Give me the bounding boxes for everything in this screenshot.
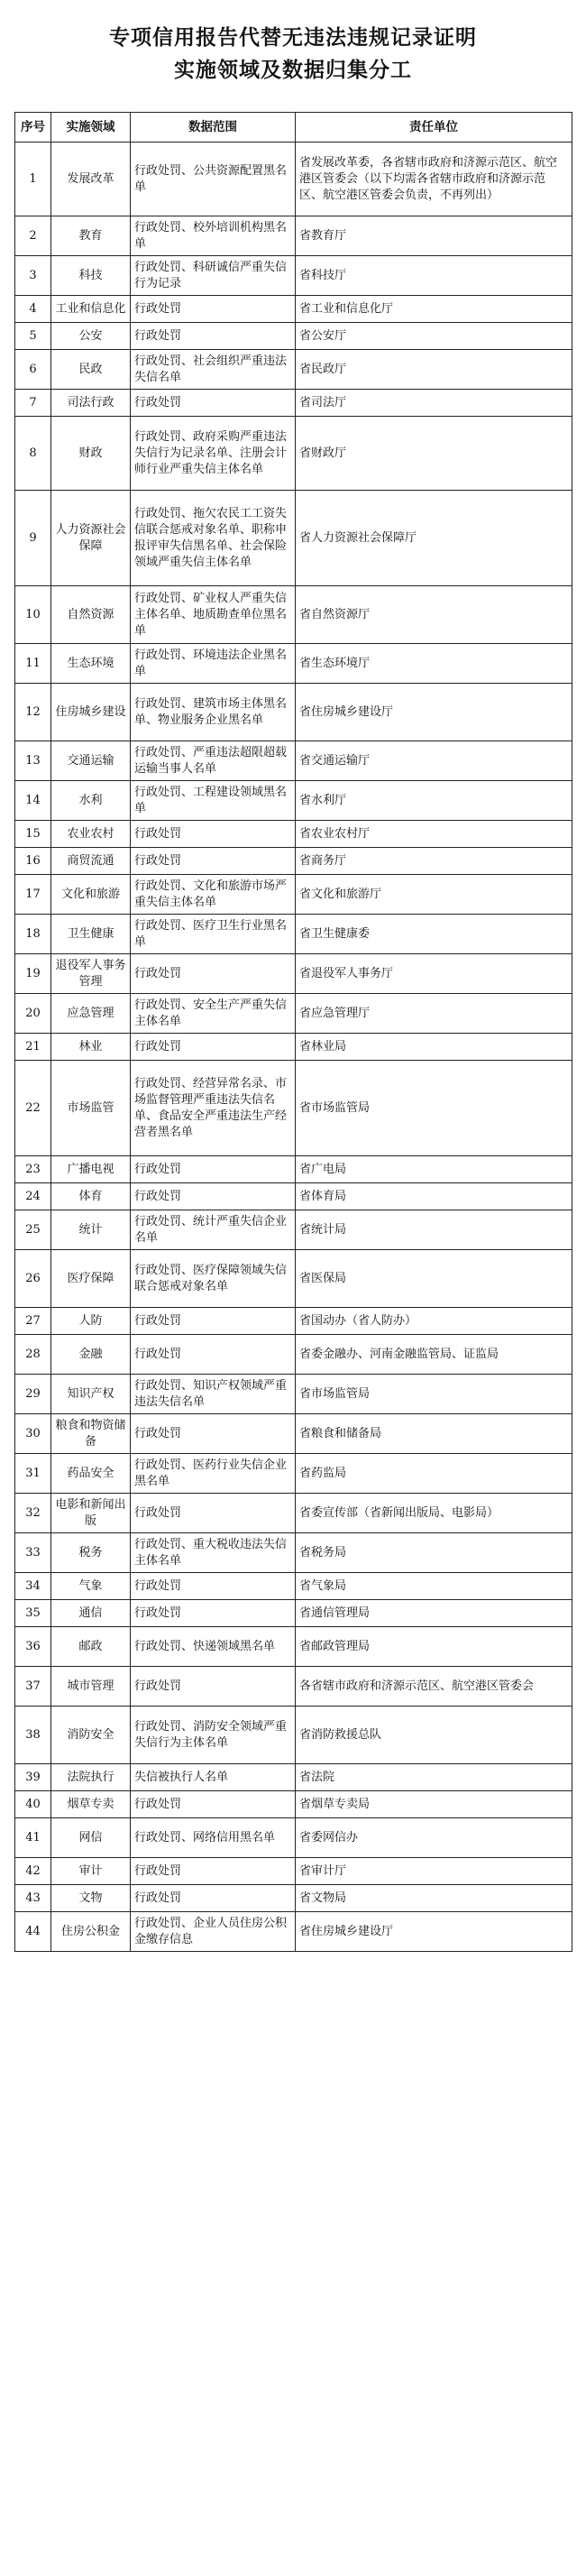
row-number: 12 — [15, 684, 51, 741]
row-field: 消防安全 — [51, 1707, 131, 1764]
row-field: 城市管理 — [51, 1667, 131, 1707]
table-row — [15, 1156, 572, 1183]
row-number: 1 — [15, 143, 51, 216]
row-scope: 失信被执行人名单 — [131, 1764, 296, 1791]
row-dept: 省卫生健康委 — [296, 915, 572, 954]
row-number: 8 — [15, 417, 51, 491]
table-row — [15, 216, 572, 256]
row-field: 司法行政 — [51, 390, 131, 417]
row-scope: 行政处罚、网络信用黑名单 — [131, 1818, 296, 1858]
table-row — [15, 390, 572, 417]
table-row — [15, 954, 572, 994]
row-number: 25 — [15, 1210, 51, 1250]
row-number: 16 — [15, 848, 51, 875]
row-dept: 省市场监管局 — [296, 1061, 572, 1156]
row-dept: 省教育厅 — [296, 216, 572, 256]
row-field: 水利 — [51, 781, 131, 821]
row-field: 住房公积金 — [51, 1912, 131, 1952]
row-dept: 省委金融办、河南金融监管局、证监局 — [296, 1335, 572, 1375]
row-field: 卫生健康 — [51, 915, 131, 954]
row-dept: 省民政厅 — [296, 350, 572, 390]
row-scope: 行政处罚 — [131, 1858, 296, 1885]
row-scope: 行政处罚 — [131, 1885, 296, 1912]
row-scope: 行政处罚、严重违法超限超载运输当事人名单 — [131, 741, 296, 781]
row-dept: 省通信管理局 — [296, 1600, 572, 1627]
row-field: 气象 — [51, 1573, 131, 1600]
row-number: 41 — [15, 1818, 51, 1858]
row-field: 公安 — [51, 323, 131, 350]
row-dept: 省统计局 — [296, 1210, 572, 1250]
table-row — [15, 1034, 572, 1061]
row-dept: 省林业局 — [296, 1034, 572, 1061]
row-field: 发展改革 — [51, 143, 131, 216]
row-dept: 省粮食和储备局 — [296, 1414, 572, 1454]
row-dept: 省国动办（省人防办） — [296, 1308, 572, 1335]
table-row — [15, 1912, 572, 1952]
row-number: 32 — [15, 1494, 51, 1533]
row-field: 退役军人事务管理 — [51, 954, 131, 994]
table-row — [15, 1573, 572, 1600]
row-field: 粮食和物资储备 — [51, 1414, 131, 1454]
row-field: 人防 — [51, 1308, 131, 1335]
row-field: 体育 — [51, 1183, 131, 1210]
row-number: 37 — [15, 1667, 51, 1707]
table-row — [15, 781, 572, 821]
row-scope: 行政处罚、经营异常名录、市场监督管理严重违法失信名单、食品安全严重违法生产经营者黑名单 — [131, 1061, 296, 1156]
row-dept: 省生态环境厅 — [296, 644, 572, 684]
row-number: 42 — [15, 1858, 51, 1885]
table-row — [15, 1533, 572, 1573]
row-dept: 省邮政管理局 — [296, 1627, 572, 1667]
row-scope: 行政处罚、重大税收违法失信主体名单 — [131, 1533, 296, 1573]
title-block — [14, 18, 572, 112]
row-field: 市场监管 — [51, 1061, 131, 1156]
row-number: 15 — [15, 821, 51, 848]
row-scope: 行政处罚 — [131, 323, 296, 350]
table-row — [15, 1375, 572, 1414]
row-number: 29 — [15, 1375, 51, 1414]
row-scope: 行政处罚、校外培训机构黑名单 — [131, 216, 296, 256]
row-dept: 省商务厅 — [296, 848, 572, 875]
row-dept: 省法院 — [296, 1764, 572, 1791]
row-scope: 行政处罚 — [131, 1600, 296, 1627]
row-scope: 行政处罚 — [131, 1494, 296, 1533]
row-dept: 省公安厅 — [296, 323, 572, 350]
row-number: 44 — [15, 1912, 51, 1952]
table-header-row — [15, 113, 572, 143]
row-number: 7 — [15, 390, 51, 417]
table-row — [15, 1791, 572, 1818]
row-field: 文物 — [51, 1885, 131, 1912]
table-row — [15, 915, 572, 954]
row-scope: 行政处罚 — [131, 1791, 296, 1818]
header-scope: 数据范围 — [131, 113, 296, 143]
document-title-line-2: 实施领域及数据归集分工 — [174, 58, 412, 82]
table-row — [15, 1414, 572, 1454]
row-dept: 省税务局 — [296, 1533, 572, 1573]
row-field: 邮政 — [51, 1627, 131, 1667]
row-field: 通信 — [51, 1600, 131, 1627]
row-scope: 行政处罚、政府采购严重违法失信行为记录名单、注册会计师行业严重失信主体名单 — [131, 417, 296, 491]
row-number: 17 — [15, 875, 51, 915]
row-scope: 行政处罚 — [131, 1308, 296, 1335]
table-row — [15, 350, 572, 390]
row-dept: 省广电局 — [296, 1156, 572, 1183]
row-scope: 行政处罚、建筑市场主体黑名单、物业服务企业黑名单 — [131, 684, 296, 741]
table-row — [15, 821, 572, 848]
row-field: 医疗保障 — [51, 1250, 131, 1308]
row-dept: 省气象局 — [296, 1573, 572, 1600]
table-row — [15, 684, 572, 741]
table-row — [15, 1764, 572, 1791]
table-row — [15, 1707, 572, 1764]
table-row — [15, 323, 572, 350]
row-field: 生态环境 — [51, 644, 131, 684]
row-number: 20 — [15, 994, 51, 1034]
row-number: 28 — [15, 1335, 51, 1375]
table-row — [15, 1183, 572, 1210]
document-title-line-1: 专项信用报告代替无违法违规记录证明 — [109, 25, 477, 50]
row-scope: 行政处罚、医疗卫生行业黑名单 — [131, 915, 296, 954]
row-dept: 省委网信办 — [296, 1818, 572, 1858]
row-scope: 行政处罚 — [131, 1573, 296, 1600]
row-scope: 行政处罚 — [131, 1034, 296, 1061]
row-dept: 省烟草专卖局 — [296, 1791, 572, 1818]
row-dept: 省应急管理厅 — [296, 994, 572, 1034]
row-dept: 省自然资源厅 — [296, 586, 572, 644]
table-row — [15, 491, 572, 586]
row-number: 30 — [15, 1414, 51, 1454]
row-scope: 行政处罚、文化和旅游市场严重失信主体名单 — [131, 875, 296, 915]
header-dept: 责任单位 — [296, 113, 572, 143]
row-field: 金融 — [51, 1335, 131, 1375]
row-number: 31 — [15, 1454, 51, 1494]
table-row — [15, 994, 572, 1034]
table-row — [15, 1667, 572, 1707]
row-dept: 省住房城乡建设厅 — [296, 1912, 572, 1952]
row-field: 商贸流通 — [51, 848, 131, 875]
row-scope: 行政处罚 — [131, 390, 296, 417]
header-field: 实施领域 — [51, 113, 131, 143]
row-number: 5 — [15, 323, 51, 350]
table-row — [15, 256, 572, 296]
row-number: 35 — [15, 1600, 51, 1627]
table-row — [15, 1210, 572, 1250]
row-number: 13 — [15, 741, 51, 781]
row-scope: 行政处罚、消防安全领域严重失信行为主体名单 — [131, 1707, 296, 1764]
row-scope: 行政处罚、医疗保障领域失信联合惩戒对象名单 — [131, 1250, 296, 1308]
row-field: 自然资源 — [51, 586, 131, 644]
row-scope: 行政处罚 — [131, 1414, 296, 1454]
row-number: 4 — [15, 296, 51, 323]
table-row — [15, 1818, 572, 1858]
header-no: 序号 — [15, 113, 51, 143]
table-row — [15, 1858, 572, 1885]
row-dept: 各省辖市政府和济源示范区、航空港区管委会 — [296, 1667, 572, 1707]
row-scope: 行政处罚、拖欠农民工工资失信联合惩戒对象名单、职称申报评审失信黑名单、社会保险领域严重失信主体名单 — [131, 491, 296, 586]
table-row — [15, 1627, 572, 1667]
row-dept: 省退役军人事务厅 — [296, 954, 572, 994]
row-scope: 行政处罚、企业人员住房公积金缴存信息 — [131, 1912, 296, 1952]
table-row — [15, 644, 572, 684]
row-scope: 行政处罚 — [131, 296, 296, 323]
row-dept: 省住房城乡建设厅 — [296, 684, 572, 741]
row-number: 38 — [15, 1707, 51, 1764]
row-field: 人力资源社会保障 — [51, 491, 131, 586]
row-field: 统计 — [51, 1210, 131, 1250]
row-dept: 省医保局 — [296, 1250, 572, 1308]
row-field: 审计 — [51, 1858, 131, 1885]
row-field: 应急管理 — [51, 994, 131, 1034]
row-scope: 行政处罚、公共资源配置黑名单 — [131, 143, 296, 216]
table-row — [15, 417, 572, 491]
row-number: 34 — [15, 1573, 51, 1600]
row-dept: 省消防救援总队 — [296, 1707, 572, 1764]
row-field: 药品安全 — [51, 1454, 131, 1494]
row-field: 网信 — [51, 1818, 131, 1858]
row-field: 教育 — [51, 216, 131, 256]
table-row — [15, 848, 572, 875]
row-number: 40 — [15, 1791, 51, 1818]
row-field: 烟草专卖 — [51, 1791, 131, 1818]
row-dept: 省科技厅 — [296, 256, 572, 296]
row-number: 2 — [15, 216, 51, 256]
table-row — [15, 1061, 572, 1156]
row-field: 住房城乡建设 — [51, 684, 131, 741]
table-row — [15, 296, 572, 323]
row-scope: 行政处罚、环境违法企业黑名单 — [131, 644, 296, 684]
row-dept: 省发展改革委，各省辖市政府和济源示范区、航空港区管委会（以下均需各省辖市政府和济源示范区、航空港区管委会负责，不再列出） — [296, 143, 572, 216]
row-scope: 行政处罚、知识产权领域严重违法失信名单 — [131, 1375, 296, 1414]
row-number: 21 — [15, 1034, 51, 1061]
row-number: 14 — [15, 781, 51, 821]
table-row — [15, 1250, 572, 1308]
row-scope: 行政处罚 — [131, 1667, 296, 1707]
table-row — [15, 143, 572, 216]
table-row — [15, 1600, 572, 1627]
row-scope: 行政处罚、医药行业失信企业黑名单 — [131, 1454, 296, 1494]
row-field: 民政 — [51, 350, 131, 390]
row-dept: 省财政厅 — [296, 417, 572, 491]
row-field: 税务 — [51, 1533, 131, 1573]
row-dept: 省药监局 — [296, 1454, 572, 1494]
row-field: 电影和新闻出版 — [51, 1494, 131, 1533]
row-number: 26 — [15, 1250, 51, 1308]
row-scope: 行政处罚 — [131, 954, 296, 994]
row-number: 6 — [15, 350, 51, 390]
row-dept: 省水利厅 — [296, 781, 572, 821]
row-scope: 行政处罚、安全生产严重失信主体名单 — [131, 994, 296, 1034]
row-field: 交通运输 — [51, 741, 131, 781]
row-scope: 行政处罚 — [131, 1183, 296, 1210]
row-dept: 省体育局 — [296, 1183, 572, 1210]
row-field: 科技 — [51, 256, 131, 296]
row-scope: 行政处罚、快递领域黑名单 — [131, 1627, 296, 1667]
row-dept: 省人力资源社会保障厅 — [296, 491, 572, 586]
row-field: 文化和旅游 — [51, 875, 131, 915]
row-scope: 行政处罚、矿业权人严重失信主体名单、地质勘查单位黑名单 — [131, 586, 296, 644]
table-row — [15, 741, 572, 781]
row-dept: 省委宣传部（省新闻出版局、电影局） — [296, 1494, 572, 1533]
assignment-table — [14, 112, 572, 1952]
row-field: 财政 — [51, 417, 131, 491]
row-dept: 省文物局 — [296, 1885, 572, 1912]
row-number: 22 — [15, 1061, 51, 1156]
row-scope: 行政处罚 — [131, 848, 296, 875]
row-dept: 省司法厅 — [296, 390, 572, 417]
row-number: 33 — [15, 1533, 51, 1573]
row-number: 19 — [15, 954, 51, 994]
table-row — [15, 1454, 572, 1494]
table-row — [15, 1335, 572, 1375]
row-number: 43 — [15, 1885, 51, 1912]
row-field: 林业 — [51, 1034, 131, 1061]
row-field: 法院执行 — [51, 1764, 131, 1791]
row-dept: 省工业和信息化厅 — [296, 296, 572, 323]
row-field: 广播电视 — [51, 1156, 131, 1183]
row-scope: 行政处罚 — [131, 821, 296, 848]
table-row — [15, 1885, 572, 1912]
row-number: 3 — [15, 256, 51, 296]
row-field: 工业和信息化 — [51, 296, 131, 323]
row-dept: 省市场监管局 — [296, 1375, 572, 1414]
table-body — [15, 143, 572, 1952]
table-row — [15, 875, 572, 915]
row-dept: 省农业农村厅 — [296, 821, 572, 848]
row-scope: 行政处罚、统计严重失信企业名单 — [131, 1210, 296, 1250]
row-scope: 行政处罚、科研诚信严重失信行为记录 — [131, 256, 296, 296]
row-number: 9 — [15, 491, 51, 586]
row-dept: 省文化和旅游厅 — [296, 875, 572, 915]
row-field: 农业农村 — [51, 821, 131, 848]
table-row — [15, 1308, 572, 1335]
row-number: 27 — [15, 1308, 51, 1335]
row-number: 39 — [15, 1764, 51, 1791]
row-scope: 行政处罚 — [131, 1335, 296, 1375]
table-row — [15, 1494, 572, 1533]
row-scope: 行政处罚 — [131, 1156, 296, 1183]
row-number: 10 — [15, 586, 51, 644]
row-number: 23 — [15, 1156, 51, 1183]
row-dept: 省交通运输厅 — [296, 741, 572, 781]
row-dept: 省审计厅 — [296, 1858, 572, 1885]
row-scope: 行政处罚、工程建设领域黑名单 — [131, 781, 296, 821]
row-scope: 行政处罚、社会组织严重违法失信名单 — [131, 350, 296, 390]
table-row — [15, 586, 572, 644]
row-number: 24 — [15, 1183, 51, 1210]
row-field: 知识产权 — [51, 1375, 131, 1414]
row-number: 36 — [15, 1627, 51, 1667]
row-number: 11 — [15, 644, 51, 684]
row-number: 18 — [15, 915, 51, 954]
